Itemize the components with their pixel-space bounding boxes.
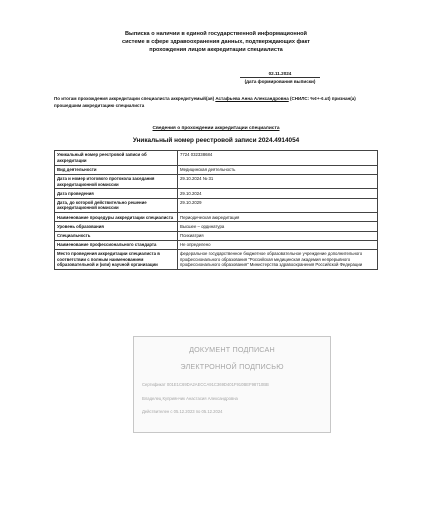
row-value: 29.10.2024 № 31: [178, 174, 378, 189]
row-value: Высшее – ординатура: [178, 222, 378, 231]
table-row: [55, 240, 378, 249]
row-label: Специальность: [55, 231, 178, 240]
table-row: [55, 231, 378, 240]
issue-date-caption: (дата формирования выписки): [244, 79, 316, 84]
row-label: Наименование профессионального стандарта: [55, 240, 178, 249]
issue-date: 02.11.2024: [240, 71, 320, 78]
person-name: Астафьева Анна Александровна: [215, 96, 289, 101]
table-row: [55, 198, 378, 213]
row-value: 7724 032338684: [178, 151, 378, 166]
stamp-line-signed: ДОКУМЕНТ ПОДПИСАН: [189, 345, 275, 354]
stamp-line-electronic: ЭЛЕКТРОННОЙ ПОДПИСЬЮ: [180, 362, 284, 371]
registry-number-title: Уникальный номер реестровой записи 2024.4914054: [132, 137, 300, 144]
snils-value: %¢+-¢.ut): [310, 96, 331, 101]
table-row: [55, 189, 378, 198]
statement-suffix: признан(а) прошедшим аккредитацию специалиста: [54, 96, 356, 108]
table-row: [55, 165, 378, 174]
table-row: [55, 174, 378, 189]
row-value: Не определено: [178, 240, 378, 249]
table-row: [55, 249, 378, 269]
stamp-validity: Действителен с 05.12.2023 по 05.12.2024: [142, 409, 223, 414]
row-label: Дата и номер итогового протокола заседания аккредитационной комиссии: [55, 174, 178, 189]
table-row: [55, 213, 378, 222]
row-label: Место проведения аккредитации специалиста в соответствии с полным наименованием образовательной и (или) научной организации: [55, 249, 178, 269]
title-line: прохождения лицом аккредитации специалиста: [149, 47, 283, 53]
row-label: Дата проведения: [55, 189, 178, 198]
accreditation-statement: [54, 96, 384, 109]
row-label: Уровень образования: [55, 222, 178, 231]
stamp-certificate: Сертификат 001E1C69DA2AECCA91C369D401F910BEF98710BB: [142, 382, 269, 387]
issue-date-block: [240, 71, 320, 84]
accreditation-details-table: [54, 150, 378, 270]
electronic-signature-stamp: [133, 336, 331, 433]
row-label: Наименование процедуры аккредитации специалиста: [55, 213, 178, 222]
row-value: Периодическая аккредитация: [178, 213, 378, 222]
row-label: Уникальный номер реестровой записи об аккредитации: [55, 151, 178, 166]
row-value: 29.10.2024: [178, 189, 378, 198]
table-row: [55, 151, 378, 166]
row-value: федеральное государственное бюджетное образовательное учреждение дополнительного профессионального образования "Российская медицинская академия непрерывного профессионального образования" Министерства здравоохранения Российской Федерации: [178, 249, 378, 269]
title-line: системе в сфере здравоохранения данных, подтверждающих факт: [121, 39, 311, 45]
document-title: [70, 30, 362, 54]
row-value: 29.10.2029: [178, 198, 378, 213]
row-label: Вид деятельности: [55, 165, 178, 174]
section-heading: Сведения о прохождении аккредитации специалиста: [152, 126, 280, 131]
row-value: Медицинская деятельность: [178, 165, 378, 174]
table-row: [55, 222, 378, 231]
stamp-owner: Владелец Куприянчик Анастасия Александровна: [142, 396, 238, 401]
row-value: Психиатрия: [178, 231, 378, 240]
title-line: Выписка о наличии в единой государственной информационной: [125, 31, 307, 37]
row-label: Дата, до которой действительно решение аккредитационной комиссии: [55, 198, 178, 213]
snils-label: (СНИЛС:: [289, 96, 310, 101]
statement-prefix: По итогам прохождения аккредитации специалиста аккредитуемый(ая): [54, 96, 215, 101]
